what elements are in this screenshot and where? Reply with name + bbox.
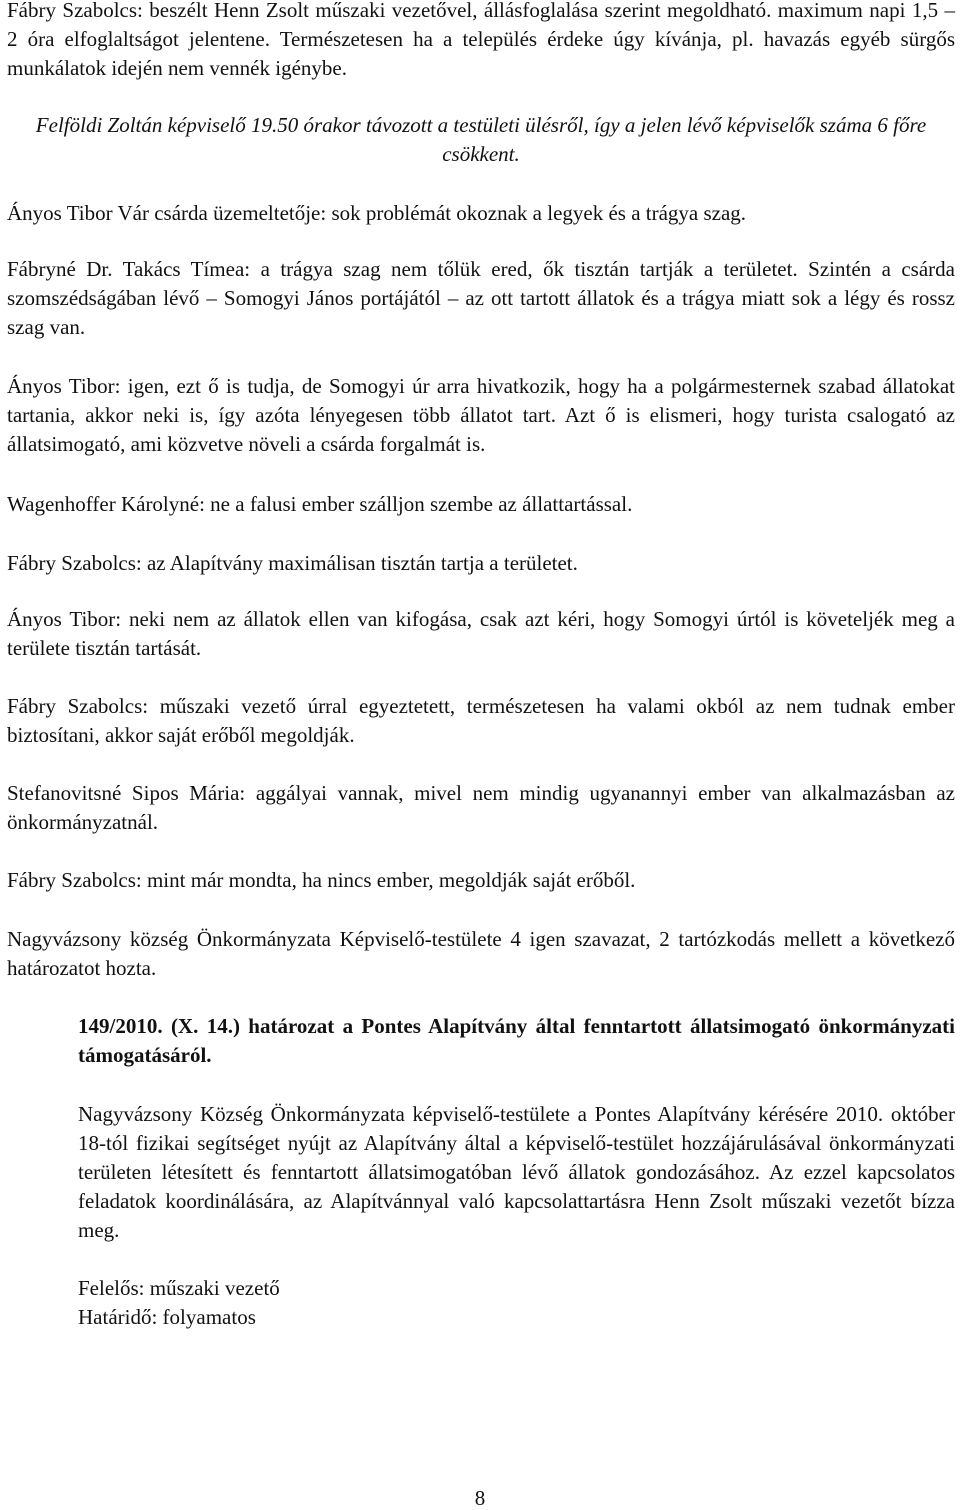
resolution-responsible: Felelős: műszaki vezető: [78, 1276, 280, 1300]
paragraph-stefanovitsne: Stefanovitsné Sipos Mária: aggályai vannak, mivel nem mindig ugyanannyi ember van alkalmazásban az önkormányzatnál.: [7, 781, 955, 834]
paragraph-anyos-3: Ányos Tibor: neki nem az állatok ellen van kifogása, csak azt kéri, hogy Somogyi úrtól is követeljék meg a területe tisztán tartását.: [7, 607, 955, 660]
resolution-block: [78, 1012, 955, 1332]
resolution-body: Nagyvázsony Község Önkormányzata képviselő-testülete a Pontes Alapítvány kérésére 2010. október 18-tól fizikai segítséget nyújt az Alapítvány által a képviselő-testület hozzájárulásával önkormányzati területen létesített és fenntartott állatsimogatóban lévő állatok gondozásához. Az ezzel kapcsolatos feladatok koordinálására, az Alapítvánnyal való kapcsolattartásra Henn Zsolt műszaki vezetőt bízza meg.: [78, 1102, 955, 1242]
resolution-deadline: Határidő: folyamatos: [78, 1305, 256, 1329]
paragraph-wagenhoffer: Wagenhoffer Károlyné: ne a falusi ember szálljon szembe az állattartással.: [7, 492, 633, 516]
paragraph-anyos-1: Ányos Tibor Vár csárda üzemeltetője: sok problémát okoznak a legyek és a trágya szag.: [7, 201, 747, 225]
paragraph-note-felfoldi: Felföldi Zoltán képviselő 19.50 órakor távozott a testületi ülésről, így a jelen lévő képviselők száma 6 főre csökkent.: [35, 113, 927, 166]
paragraph-anyos-2: Ányos Tibor: igen, ezt ő is tudja, de Somogyi úr arra hivatkozik, hogy ha a polgármesternek szabad állatokat tartania, akkor neki is, így azóta lényegesen több állatot tart. Azt ő is elismeri, hogy turista csalogató az állatsimogató, ami közvetve növeli a csárda forgalmát is.: [7, 374, 955, 456]
paragraph-fabry-4: Fábry Szabolcs: mint már mondta, ha nincs ember, megoldják saját erőből.: [7, 868, 636, 892]
page-number: 8: [474, 1486, 486, 1510]
paragraph-fabry-1: Fábry Szabolcs: beszélt Henn Zsolt műszaki vezetővel, állásfoglalása szerint megoldható. maximum napi 1,5 – 2 óra elfoglaltságot jelentene. Természetesen ha a település érdeke úgy kívánja, pl. havazás egyéb sürgős munkálatok idején nem vennék igénybe.: [7, 0, 955, 80]
paragraph-vote: Nagyvázsony község Önkormányzata Képviselő-testülete 4 igen szavazat, 2 tartózkodás mellett a következő határozatot hozta.: [7, 927, 955, 980]
paragraph-fabryne: Fábryné Dr. Takács Tímea: a trágya szag nem tőlük ered, ők tisztán tartják a területet. Szintén a csárda szomszédságában lévő – Somogyi János portájától – az ott tartott állatok és a trágya miatt sok a légy és rossz szag van.: [7, 257, 955, 339]
paragraph-fabry-2: Fábry Szabolcs: az Alapítvány maximálisan tisztán tartja a területet.: [7, 551, 578, 575]
paragraph-fabry-3: Fábry Szabolcs: műszaki vezető úrral egyeztetett, természetesen ha valami okból az nem tudnak ember biztosítani, akkor saját erőből megoldják.: [7, 694, 955, 747]
resolution-title: 149/2010. (X. 14.) határozat a Pontes Alapítvány által fenntartott állatsimogató önkormányzati támogatásáról.: [78, 1014, 955, 1067]
